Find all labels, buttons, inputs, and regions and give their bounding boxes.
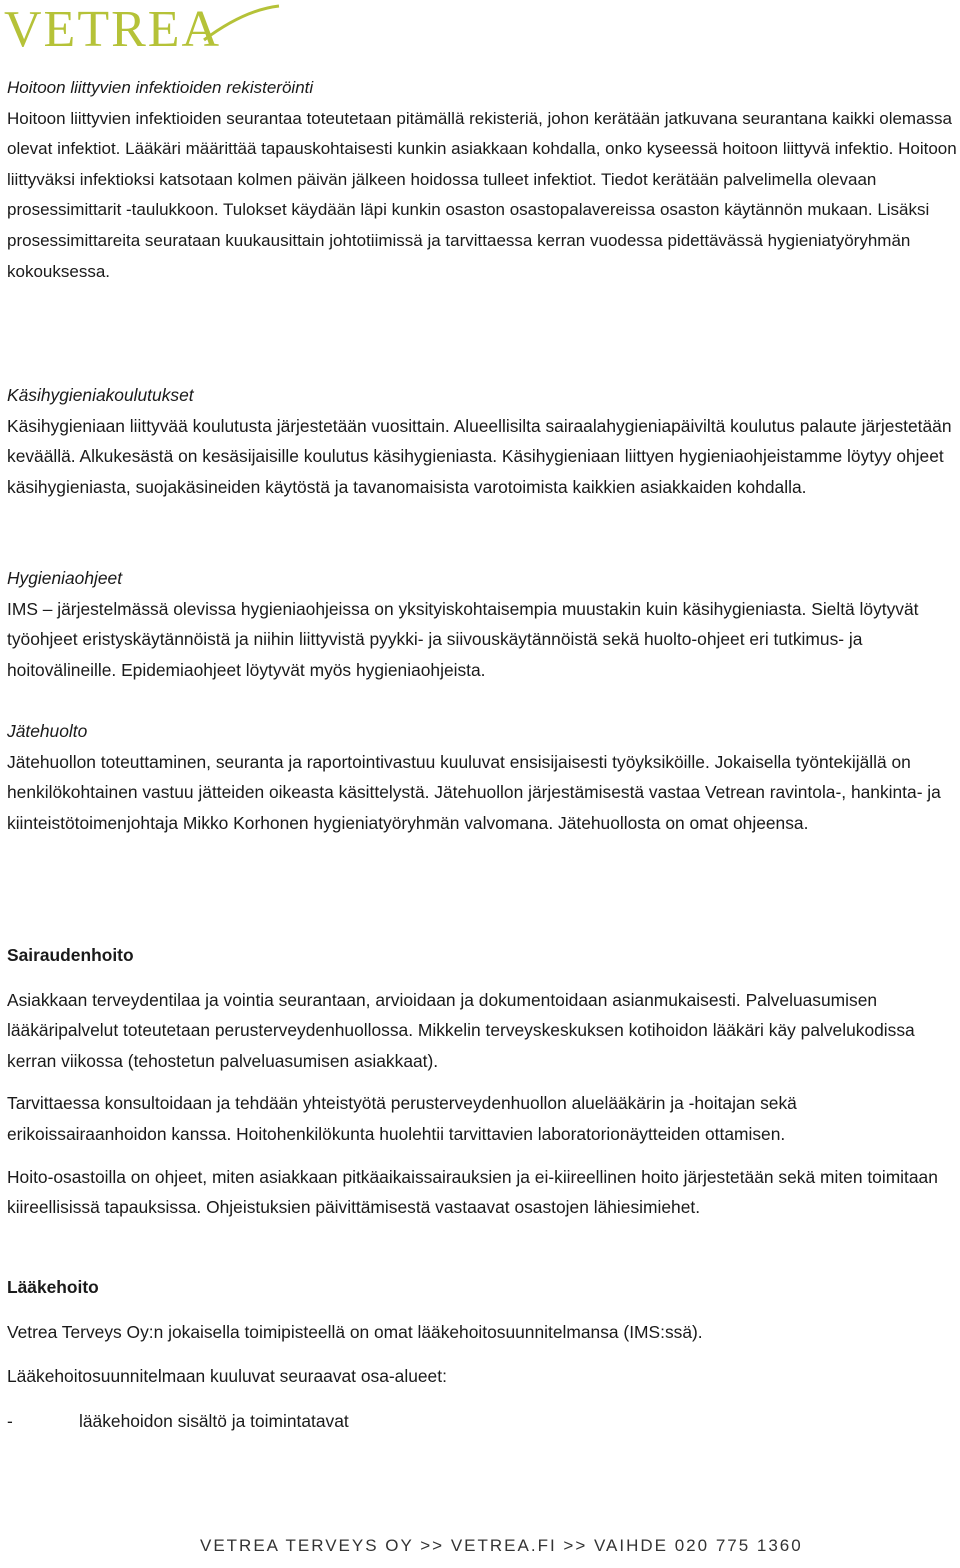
paragraph-medication-1: Vetrea Terveys Oy:n jokaisella toimipisteellä on omat lääkehoitosuunnitelmansa (IMS:ssä). [7, 1321, 703, 1342]
logo-graphic [4, 0, 284, 56]
heading-hand-hygiene-training: Käsihygieniakoulutukset [7, 385, 194, 405]
bullet-marker: - [7, 1410, 13, 1431]
paragraph-infections: Hoitoon liittyvien infektioiden seurantaa toteutetaan pitämällä rekisteriä, johon kerätään jatkuvana seurantana kaikki olemassa olevat infektiot. Lääkäri määrittää tapauskohtaisesti kunkin asiakkaan kohdalla, onko kyseessä hoitoon liittyvä infektio. Hoitoon liittyväksi infektioksi katsotaan kolmen päivän jälkeen hoidossa tulleet infektiot. Tiedot kerätään palvelimella olevaan prosessimittarit -taulukkoon. Tulokset käydään läpi kunkin osaston osastopalavereissa osaston käytännön mukaan. Lisäksi prosessimittareita seurataan kuukausittain johtotiimissä ja tarvittaessa kerran vuodessa pidettävässä hygieniatyöryhmän kokouksessa. [7, 108, 957, 281]
footer-contact: VETREA TERVEYS OY >> VETREA.FI >> VAIHDE 020 775 1360 [200, 1536, 803, 1555]
heading-hygiene-instructions: Hygieniaohjeet [7, 568, 123, 588]
section-waste [7, 716, 957, 838]
paragraph-care-2: Tarvittaessa konsultoidaan ja tehdään yhteistyötä perusterveydenhuollon aluelääkärin ja -hoitajan sekä erikoissairaanhoidon kanssa. Hoitohenkilökunta huolehtii tarvittavien laboratorionäytteiden ottamisen. [7, 1093, 797, 1144]
section-handhygiene [7, 380, 957, 502]
list-item [7, 1406, 957, 1437]
heading-waste-management: Jätehuolto [7, 721, 88, 741]
section-infections [7, 73, 957, 287]
paragraph-care-1: Asiakkaan terveydentilaa ja vointia seurantaan, arvioidaan ja dokumentoidaan asianmukaisesti. Palveluasumisen lääkäripalvelut toteutetaan perusterveydenhuollossa. Mikkelin terveyskeskuksen kotihoidon lääkäri käy palvelukodissa kerran viikossa (tehostetun palveluasumisen asiakkaat). [7, 989, 915, 1071]
paragraph-hygiene-instructions: IMS – järjestelmässä olevissa hygieniaohjeissa on yksityiskohtaisempia muustakin kuin käsihygieniasta. Sieltä löytyvät työohjeet eristyskäytännöistä ja niihin liittyvistä pyykki- ja siivouskäytännöistä sekä huolto-ohjeet eri tutkimus- ja hoitovälineille. Epidemiaohjeet löytyvät myös hygieniaohjeista. [7, 598, 919, 680]
heading-disease-care: Sairaudenhoito [7, 945, 134, 965]
paragraph-care-3: Hoito-osastoilla on ohjeet, miten asiakkaan pitkäaikaissairauksien ja ei-kiireellinen hoito järjestetään sekä miten toimitaan kiireellisissä tapauksissa. Ohjeistuksien päivittämisestä vastaavat osastojen lähiesimiehet. [7, 1166, 938, 1218]
paragraph-medication-2: Lääkehoitosuunnitelmaan kuuluvat seuraavat osa-alueet: [7, 1366, 447, 1387]
section-instructions [7, 563, 957, 685]
section-care [7, 940, 957, 1223]
bullet-text: lääkehoidon sisältö ja toimintatavat [79, 1410, 349, 1431]
vetrea-logo [4, 0, 284, 56]
paragraph-waste: Jätehuollon toteuttaminen, seuranta ja raportointivastuu kuuluvat ensisijaisesti työyksiköille. Jokaisella työntekijällä on henkilökohtainen vastuu jätteiden oikeasta käsittelystä. Jätehuollon järjestämisestä vastaa Vetrean ravintola-, hankinta- ja kiinteistötoimenjohtaja Mikko Korhonen hygieniatyöryhmän valvomana. Jätehuollosta on omat ohjeensa. [7, 751, 941, 833]
section-medication [7, 1272, 957, 1436]
heading-medication: Lääkehoito [7, 1277, 99, 1297]
paragraph-hand-hygiene: Käsihygieniaan liittyvää koulutusta järjestetään vuosittain. Alueellisilta sairaalahygieniapäiviltä koulutus palaute järjestetään keväällä. Alkukesästä on kesäsijaisille koulutus käsihygieniasta. Käsihygieniaan liittyen hygieniaohjeistamme löytyy ohjeet käsihygieniasta, suojakäsineiden käytöstä ja tavanomaisista varotoimista kaikkien asiakkaiden kohdalla. [7, 415, 952, 497]
logo-text: VETREA [4, 1, 222, 56]
heading-infection-registry: Hoitoon liittyvien infektioiden rekisteröinti [7, 78, 314, 97]
